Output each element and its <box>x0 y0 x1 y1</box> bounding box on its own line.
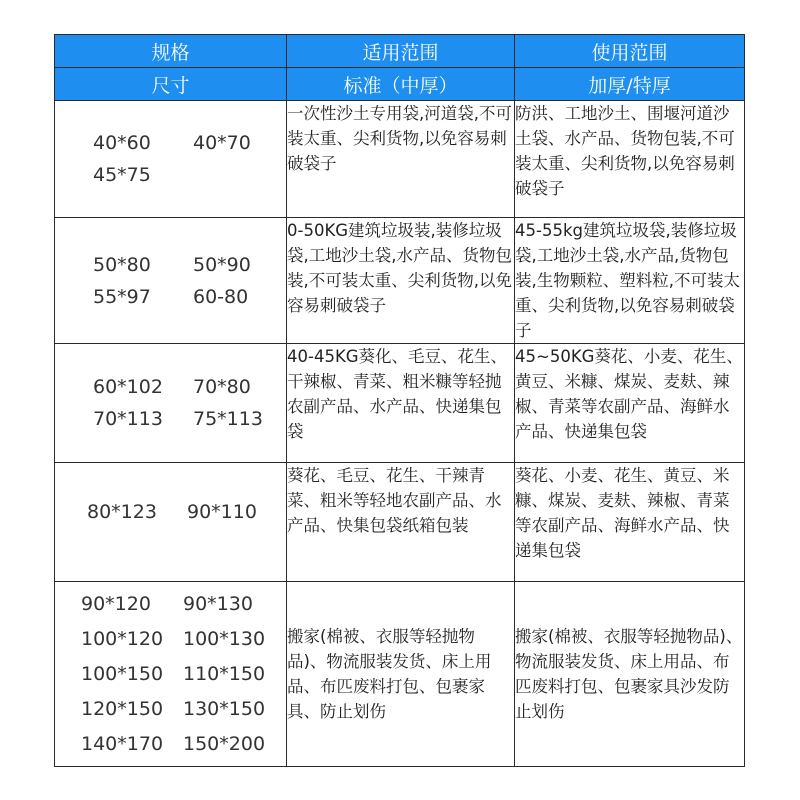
size-value: 40*70 <box>193 132 251 154</box>
table-row <box>55 101 745 218</box>
standard-usage-cell: 搬家(棉被、衣服等轻抛物品)、物流服装发货、床上用品、布匹废料打包、包裹家具、防止划伤 <box>287 582 515 767</box>
size-value: 110*150 <box>183 662 266 685</box>
size-value: 70*80 <box>193 376 251 398</box>
thick-usage-cell: 45~50KG葵花、小麦、花生、黄豆、米糠、煤炭、麦麸、辣椒、青菜等农副产品、海鲜水产品、快递集包袋 <box>515 344 745 463</box>
header-applicable-range: 适用范围 <box>287 35 515 68</box>
header-size: 尺寸 <box>55 68 287 101</box>
standard-usage-cell: 一次性沙土专用袋,河道袋,不可装太重、尖利货物,以免容易刺破袋子 <box>287 101 515 218</box>
table-row <box>55 218 745 344</box>
size-cell <box>55 463 287 582</box>
size-value: 40*60 <box>93 132 151 154</box>
size-value: 75*113 <box>193 408 263 430</box>
header-usage-range: 使用范围 <box>515 35 745 68</box>
header-standard: 标准（中厚） <box>287 68 515 101</box>
size-value: 130*150 <box>183 697 266 720</box>
size-cell <box>55 101 287 218</box>
header-thick: 加厚/特厚 <box>515 68 745 101</box>
spec-table <box>54 34 745 767</box>
table-row <box>55 463 745 582</box>
header-row-1 <box>55 35 745 68</box>
standard-usage-cell: 0-50KG建筑垃圾装,装修垃圾袋,工地沙土袋,水产品、货物包装,不可装太重、尖利货物,以免容易刺破袋子 <box>287 218 515 344</box>
header-row-2 <box>55 68 745 101</box>
size-value: 100*130 <box>183 627 266 650</box>
standard-usage-cell: 葵花、毛豆、花生、干辣青菜、粗米等轻地农副产品、水产品、快集包袋纸箱包装 <box>287 463 515 582</box>
table-row <box>55 582 745 767</box>
size-value: 140*170 <box>81 732 164 755</box>
thick-usage-cell: 葵花、小麦、花生、黄豆、米糠、煤炭、麦麸、辣椒、青菜等农副产品、海鲜水产品、快递集包袋 <box>515 463 745 582</box>
standard-usage-cell: 40-45KG葵化、毛豆、花生、干辣椒、青菜、粗米糠等轻抛农副产品、水产品、快递集包袋 <box>287 344 515 463</box>
size-value: 70*113 <box>93 408 163 430</box>
size-value: 80*123 <box>87 501 157 523</box>
table-row <box>55 344 745 463</box>
thick-usage-cell: 45-55kg建筑垃圾袋,装修垃圾袋,工地沙土袋,水产品,货物包装,生物颗粒、塑料粒,不可装太重、尖利货物,以免容易刺破袋子 <box>515 218 745 344</box>
thick-usage-cell: 防洪、工地沙土、围堰河道沙土袋、水产品、货物包装,不可装太重、尖利货物,以免容易刺破袋子 <box>515 101 745 218</box>
size-value: 50*80 <box>93 253 151 276</box>
size-value: 60-80 <box>193 285 249 308</box>
size-cell <box>55 344 287 463</box>
size-value: 55*97 <box>93 285 151 308</box>
size-value: 100*150 <box>81 662 164 685</box>
size-value: 90*110 <box>187 501 257 523</box>
size-value: 60*102 <box>93 376 163 398</box>
thick-usage-cell: 搬家(棉被、衣服等轻抛物品)、物流服装发货、床上用品、布匹废料打包、包裹家具沙发防止划伤 <box>515 582 745 767</box>
size-value: 150*200 <box>183 732 266 755</box>
header-spec: 规格 <box>55 35 287 68</box>
size-value: 100*120 <box>81 627 164 650</box>
size-cell <box>55 582 287 767</box>
size-value: 120*150 <box>81 697 164 720</box>
size-value: 90*130 <box>183 592 253 615</box>
size-value: 50*90 <box>193 253 251 276</box>
size-value: 90*120 <box>81 592 151 615</box>
size-value: 45*75 <box>93 164 151 186</box>
size-cell <box>55 218 287 344</box>
